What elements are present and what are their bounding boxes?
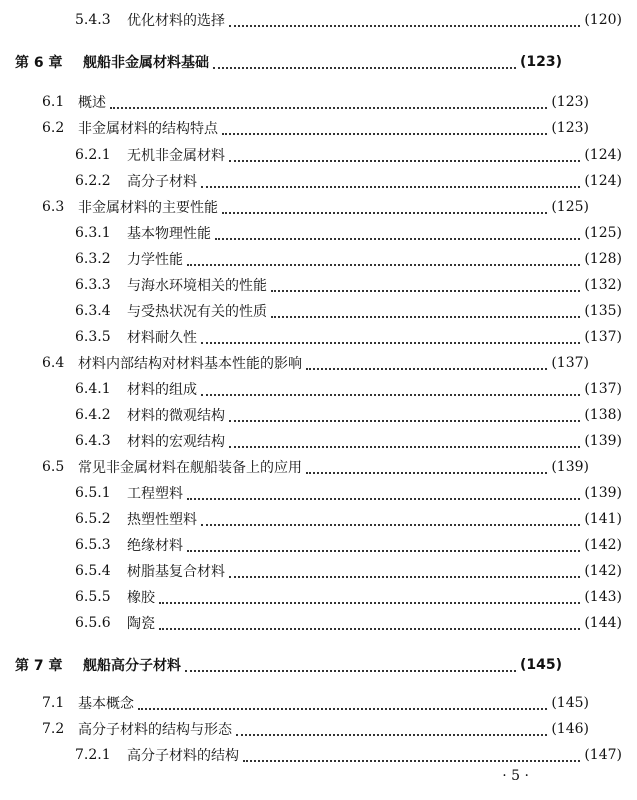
toc-subsection-row bbox=[0, 9, 637, 31]
entry-title: 非金属材料的主要性能 bbox=[78, 200, 218, 216]
entry-page: (132) bbox=[584, 277, 622, 293]
dot-leader bbox=[229, 419, 580, 422]
entry-number: 6.5.3 bbox=[75, 537, 111, 553]
entry-number: 第 7 章 bbox=[15, 658, 63, 674]
entry-page: (128) bbox=[584, 251, 622, 267]
dot-leader bbox=[201, 185, 580, 188]
toc-subsection-row bbox=[0, 612, 637, 634]
entry-number: 6.2.2 bbox=[75, 173, 111, 189]
toc-subsection-row bbox=[0, 300, 637, 322]
toc-subsection-row bbox=[0, 430, 637, 452]
dot-leader bbox=[110, 106, 547, 109]
dot-leader bbox=[306, 471, 547, 474]
entry-title: 概述 bbox=[78, 95, 106, 111]
entry-page: (141) bbox=[584, 511, 622, 527]
entry-page: (138) bbox=[584, 407, 622, 423]
toc-subsection-row bbox=[0, 222, 637, 244]
toc-subsection-row bbox=[0, 482, 637, 504]
entry-number: 6.3.3 bbox=[75, 277, 111, 293]
toc-section-row bbox=[0, 91, 604, 113]
dot-leader bbox=[236, 733, 547, 736]
dot-leader bbox=[187, 263, 580, 266]
toc-subsection-row bbox=[0, 534, 637, 556]
entry-page: (123) bbox=[519, 54, 562, 70]
dot-leader bbox=[229, 445, 580, 448]
dot-leader bbox=[159, 627, 580, 630]
dot-leader bbox=[229, 575, 580, 578]
entry-title: 材料内部结构对材料基本性能的影响 bbox=[78, 356, 302, 372]
entry-title: 无机非金属材料 bbox=[127, 148, 225, 164]
entry-title: 树脂基复合材料 bbox=[127, 564, 225, 580]
dot-leader bbox=[271, 289, 580, 292]
dot-leader bbox=[187, 497, 580, 500]
entry-number: 6.5.5 bbox=[75, 589, 111, 605]
entry-page: (142) bbox=[584, 537, 622, 553]
dot-leader bbox=[201, 341, 580, 344]
toc-subsection-row bbox=[0, 326, 637, 348]
dot-leader bbox=[215, 237, 580, 240]
entry-number: 7.1 bbox=[42, 695, 65, 711]
entry-page: (145) bbox=[551, 695, 589, 711]
dot-leader bbox=[229, 159, 580, 162]
entry-number: 6.3.1 bbox=[75, 225, 111, 241]
toc-subsection-row bbox=[0, 560, 637, 582]
entry-title: 高分子材料的结构与形态 bbox=[78, 722, 232, 738]
entry-page: (147) bbox=[584, 747, 622, 763]
dot-leader bbox=[201, 523, 580, 526]
entry-number: 6.5.1 bbox=[75, 485, 111, 501]
entry-title: 陶瓷 bbox=[127, 616, 155, 632]
entry-page: (145) bbox=[519, 657, 562, 673]
entry-page: (143) bbox=[584, 589, 622, 605]
entry-page: (146) bbox=[551, 721, 589, 737]
entry-page: (142) bbox=[584, 563, 622, 579]
entry-number: 6.5 bbox=[42, 459, 65, 475]
entry-title: 高分子材料 bbox=[127, 174, 197, 190]
entry-number: 第 6 章 bbox=[15, 55, 63, 71]
toc-section-row bbox=[0, 718, 604, 740]
dot-leader bbox=[229, 24, 580, 27]
entry-title: 材料耐久性 bbox=[127, 330, 197, 346]
entry-page: (139) bbox=[584, 485, 622, 501]
entry-page: (137) bbox=[551, 355, 589, 371]
entry-title: 常见非金属材料在舰船装备上的应用 bbox=[78, 460, 302, 476]
entry-number: 6.2.1 bbox=[75, 147, 111, 163]
entry-number: 6.5.2 bbox=[75, 511, 111, 527]
entry-number: 6.4.1 bbox=[75, 381, 111, 397]
entry-number: 6.4.3 bbox=[75, 433, 111, 449]
toc-subsection-row bbox=[0, 274, 637, 296]
toc-subsection-row bbox=[0, 508, 637, 530]
entry-number: 6.2 bbox=[42, 120, 65, 136]
dot-leader bbox=[306, 367, 547, 370]
entry-title: 力学性能 bbox=[127, 252, 183, 268]
entry-title: 舰船非金属材料基础 bbox=[83, 55, 209, 71]
entry-number: 6.3.5 bbox=[75, 329, 111, 345]
toc-section-row bbox=[0, 692, 604, 714]
toc-section-row bbox=[0, 196, 604, 218]
dot-leader bbox=[187, 549, 580, 552]
entry-title: 优化材料的选择 bbox=[127, 13, 225, 29]
entry-number: 5.4.3 bbox=[75, 12, 111, 28]
toc-chapter-row bbox=[0, 51, 577, 73]
dot-leader bbox=[243, 759, 580, 762]
entry-title: 橡胶 bbox=[127, 590, 155, 606]
entry-page: (144) bbox=[584, 615, 622, 631]
entry-title: 基本概念 bbox=[78, 696, 134, 712]
dot-leader bbox=[271, 315, 580, 318]
dot-leader bbox=[222, 211, 547, 214]
dot-leader bbox=[201, 393, 580, 396]
entry-number: 6.1 bbox=[42, 94, 65, 110]
entry-page: (125) bbox=[551, 199, 589, 215]
toc-subsection-row bbox=[0, 248, 637, 270]
toc-section-row bbox=[0, 456, 604, 478]
entry-page: (123) bbox=[551, 120, 589, 136]
entry-number: 6.3.2 bbox=[75, 251, 111, 267]
dot-leader bbox=[138, 707, 547, 710]
entry-title: 材料的微观结构 bbox=[127, 408, 225, 424]
entry-title: 材料的宏观结构 bbox=[127, 434, 225, 450]
entry-title: 工程塑料 bbox=[127, 486, 183, 502]
entry-number: 7.2.1 bbox=[75, 747, 111, 763]
entry-number: 6.5.6 bbox=[75, 615, 111, 631]
entry-page: (139) bbox=[584, 433, 622, 449]
entry-number: 6.5.4 bbox=[75, 563, 111, 579]
entry-title: 舰船高分子材料 bbox=[83, 658, 181, 674]
toc-section-row bbox=[0, 117, 604, 139]
entry-page: (124) bbox=[584, 173, 622, 189]
dot-leader bbox=[222, 132, 547, 135]
toc-subsection-row bbox=[0, 378, 637, 400]
entry-page: (137) bbox=[584, 329, 622, 345]
entry-page: (139) bbox=[551, 459, 589, 475]
entry-number: 6.4.2 bbox=[75, 407, 111, 423]
entry-page: (123) bbox=[551, 94, 589, 110]
toc-subsection-row bbox=[0, 404, 637, 426]
entry-number: 6.3 bbox=[42, 199, 65, 215]
toc-chapter-row bbox=[0, 654, 577, 676]
entry-title: 非金属材料的结构特点 bbox=[78, 121, 218, 137]
entry-page: (137) bbox=[584, 381, 622, 397]
entry-title: 高分子材料的结构 bbox=[127, 748, 239, 764]
entry-page: (120) bbox=[584, 12, 622, 28]
toc-subsection-row bbox=[0, 586, 637, 608]
entry-page: (124) bbox=[584, 147, 622, 163]
entry-title: 材料的组成 bbox=[127, 382, 197, 398]
entry-page: (135) bbox=[584, 303, 622, 319]
entry-title: 绝缘材料 bbox=[127, 538, 183, 554]
entry-number: 6.3.4 bbox=[75, 303, 111, 319]
toc-subsection-row bbox=[0, 170, 637, 192]
dot-leader bbox=[213, 66, 516, 69]
entry-page: (125) bbox=[584, 225, 622, 241]
entry-title: 基本物理性能 bbox=[127, 226, 211, 242]
entry-number: 6.4 bbox=[42, 355, 65, 371]
dot-leader bbox=[159, 601, 580, 604]
toc-subsection-row bbox=[0, 744, 637, 766]
toc-section-row bbox=[0, 352, 604, 374]
toc-subsection-row bbox=[0, 144, 637, 166]
dot-leader bbox=[185, 669, 516, 672]
entry-title: 与海水环境相关的性能 bbox=[127, 278, 267, 294]
entry-title: 与受热状况有关的性质 bbox=[127, 304, 267, 320]
entry-number: 7.2 bbox=[42, 721, 65, 737]
entry-title: 热塑性塑料 bbox=[127, 512, 197, 528]
page-number: · 5 · bbox=[502, 768, 529, 784]
